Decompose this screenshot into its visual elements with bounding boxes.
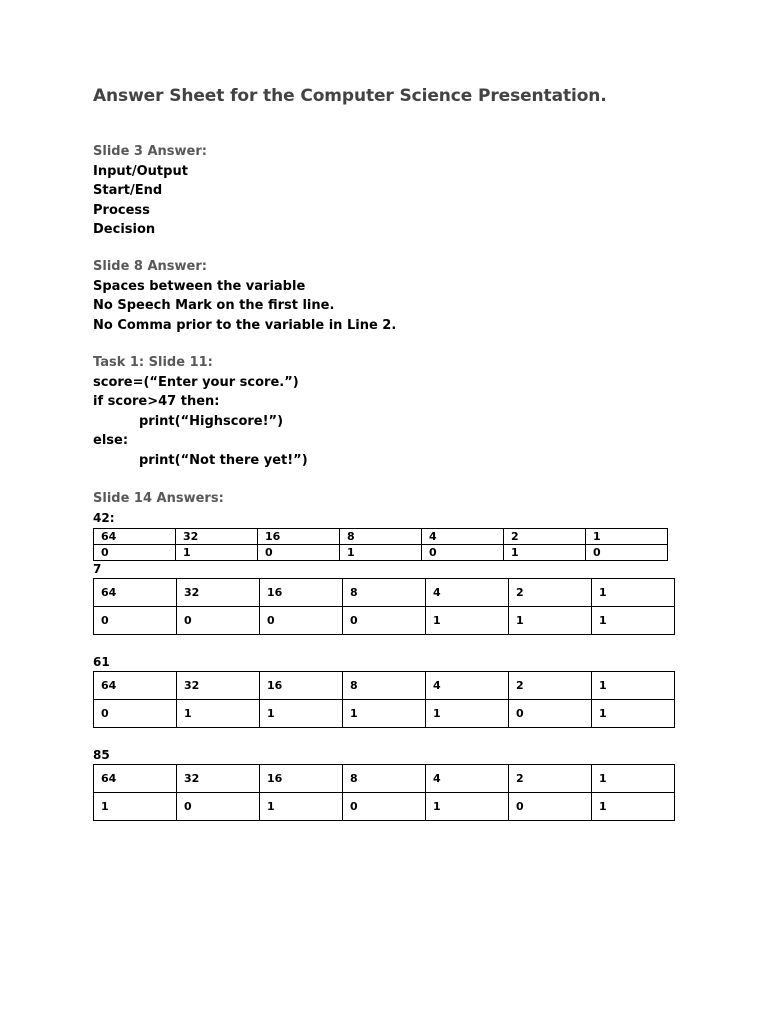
bit-row xyxy=(94,700,675,728)
place-value-cell: 1 xyxy=(586,529,668,545)
table-label-42: 42: xyxy=(93,511,115,525)
table-label-7: 7 xyxy=(93,562,102,576)
place-value-cell: 64 xyxy=(94,765,177,793)
place-value-cell: 16 xyxy=(260,765,343,793)
table-label-85: 85 xyxy=(93,748,110,762)
slide3-heading: Slide 3 Answer: xyxy=(93,144,207,159)
place-value-cell: 8 xyxy=(343,672,426,700)
bit-cell: 1 xyxy=(426,793,509,821)
bit-cell: 0 xyxy=(94,607,177,635)
place-value-cell: 64 xyxy=(94,529,176,545)
code-line: else: xyxy=(93,433,129,449)
place-value-cell: 16 xyxy=(258,529,340,545)
bit-cell: 0 xyxy=(177,793,260,821)
place-value-cell: 4 xyxy=(422,529,504,545)
place-value-cell: 1 xyxy=(592,672,675,700)
slide14-heading: Slide 14 Answers: xyxy=(93,491,224,506)
place-value-row xyxy=(94,672,675,700)
slide8-answer-line: No Speech Mark on the first line. xyxy=(93,298,335,314)
task1-heading: Task 1: Slide 11: xyxy=(93,355,213,370)
page-title: Answer Sheet for the Computer Science Presentation. xyxy=(93,86,607,106)
code-line: score=(“Enter your score.”) xyxy=(93,375,299,390)
bit-cell: 1 xyxy=(94,793,177,821)
place-value-row xyxy=(94,765,675,793)
slide3-answer-line: Decision xyxy=(93,222,156,238)
place-value-cell: 32 xyxy=(177,579,260,607)
place-value-row xyxy=(94,529,668,545)
place-value-row xyxy=(94,579,675,607)
bit-cell: 1 xyxy=(340,545,422,561)
place-value-cell: 16 xyxy=(260,579,343,607)
bit-cell: 1 xyxy=(592,700,675,728)
bit-cell: 0 xyxy=(177,607,260,635)
bit-cell: 0 xyxy=(343,607,426,635)
slide8-answer-list xyxy=(93,277,396,335)
code-line-indented: print(“Not there yet!”) xyxy=(139,452,308,468)
binary-table-85 xyxy=(93,764,675,821)
bit-row xyxy=(94,607,675,635)
bit-row xyxy=(94,545,668,561)
bit-cell: 0 xyxy=(94,700,177,728)
bit-cell: 0 xyxy=(422,545,504,561)
slide3-answer-line: Process xyxy=(93,202,150,218)
place-value-cell: 4 xyxy=(426,579,509,607)
place-value-cell: 8 xyxy=(340,529,422,545)
place-value-cell: 2 xyxy=(509,765,592,793)
place-value-cell: 2 xyxy=(504,529,586,545)
slide3-answer-list xyxy=(93,162,188,240)
slide3-answer-line: Start/End xyxy=(93,183,163,199)
place-value-cell: 2 xyxy=(509,672,592,700)
bit-cell: 0 xyxy=(586,545,668,561)
binary-table-42 xyxy=(93,528,668,561)
place-value-cell: 2 xyxy=(509,579,592,607)
bit-cell: 1 xyxy=(260,793,343,821)
place-value-cell: 64 xyxy=(94,672,177,700)
code-line-indented: print(“Highscore!”) xyxy=(139,413,284,429)
place-value-cell: 1 xyxy=(592,579,675,607)
bit-cell: 1 xyxy=(260,700,343,728)
binary-table-7 xyxy=(93,578,675,635)
task1-code xyxy=(93,373,308,470)
place-value-cell: 4 xyxy=(426,672,509,700)
bit-cell: 0 xyxy=(258,545,340,561)
bit-cell: 1 xyxy=(176,545,258,561)
bit-cell: 0 xyxy=(94,545,176,561)
bit-cell: 0 xyxy=(343,793,426,821)
code-line: if score>47 then: xyxy=(93,394,220,410)
place-value-cell: 8 xyxy=(343,765,426,793)
slide8-heading: Slide 8 Answer: xyxy=(93,259,207,274)
bit-cell: 1 xyxy=(592,607,675,635)
bit-row xyxy=(94,793,675,821)
bit-cell: 0 xyxy=(509,700,592,728)
place-value-cell: 4 xyxy=(426,765,509,793)
bit-cell: 1 xyxy=(426,700,509,728)
binary-table-61 xyxy=(93,671,675,728)
table-label-61: 61 xyxy=(93,655,110,669)
slide3-answer-line: Input/Output xyxy=(93,164,188,179)
place-value-cell: 16 xyxy=(260,672,343,700)
bit-cell: 0 xyxy=(260,607,343,635)
bit-cell: 1 xyxy=(343,700,426,728)
slide8-answer-line: Spaces between the variable xyxy=(93,279,306,294)
bit-cell: 1 xyxy=(592,793,675,821)
place-value-cell: 32 xyxy=(177,765,260,793)
place-value-cell: 8 xyxy=(343,579,426,607)
place-value-cell: 64 xyxy=(94,579,177,607)
bit-cell: 1 xyxy=(509,607,592,635)
slide8-answer-line: No Comma prior to the variable in Line 2. xyxy=(93,317,397,333)
bit-cell: 1 xyxy=(504,545,586,561)
place-value-cell: 1 xyxy=(592,765,675,793)
bit-cell: 1 xyxy=(177,700,260,728)
bit-cell: 0 xyxy=(509,793,592,821)
place-value-cell: 32 xyxy=(177,672,260,700)
place-value-cell: 32 xyxy=(176,529,258,545)
bit-cell: 1 xyxy=(426,607,509,635)
